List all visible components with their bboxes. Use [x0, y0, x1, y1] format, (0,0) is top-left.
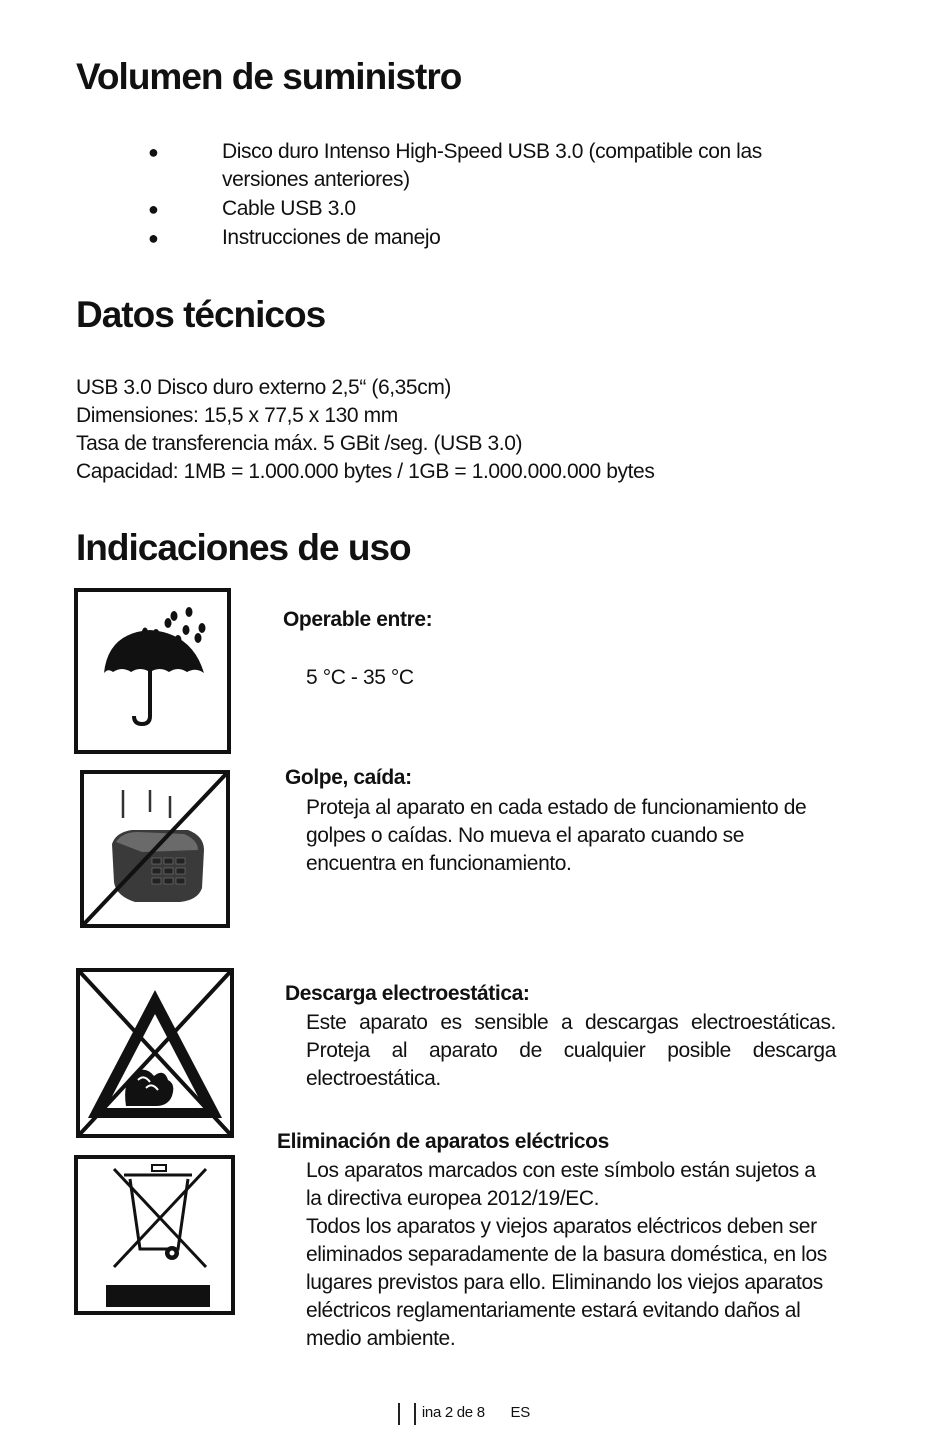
item-text: Este aparato es sensible a descargas electroestáticas. Proteja al aparato de cualquier posible descarga electroestática. [306, 1011, 836, 1090]
item-paragraph: Todos los aparatos y viejos aparatos eléctricos deben ser eliminados separadamente de la basura doméstica, en los lugares previstos para ello. Eliminando los viejos aparatos eléctricos reglamentariamente estará evitando daños al medio ambiente. [306, 1215, 827, 1350]
page-number: ina 2 de 8 [421, 1404, 485, 1421]
heading-volumen: Volumen de suministro [76, 56, 462, 97]
item-text: 5 °C - 35 °C [306, 666, 414, 689]
item-title: Eliminación de aparatos eléctricos [277, 1130, 609, 1153]
spec-line: Capacidad: 1MB = 1.000.000 bytes / 1GB = 1.000.000.000 bytes [76, 460, 655, 483]
bullet-text: Instrucciones de manejo [222, 226, 441, 249]
item-text [306, 1157, 836, 1353]
spec-line: Dimensiones: 15,5 x 77,5 x 130 mm [76, 404, 398, 427]
page-footer [398, 1403, 530, 1425]
umbrella-rain-icon [74, 588, 231, 754]
item-paragraph: Los aparatos marcados con este símbolo están sujetos a la directiva europea 2012/19/EC. [306, 1159, 816, 1210]
bullet-icon: ● [148, 142, 159, 162]
weee-bin-icon [74, 1155, 235, 1315]
bullet-text: Disco duro Intenso High-Speed USB 3.0 (compatible con las versiones anteriores) [222, 140, 762, 191]
item-title: Descarga electroestática: [285, 982, 530, 1005]
language-code: ES [510, 1404, 530, 1421]
spec-line: Tasa de transferencia máx. 5 GBit /seg. (USB 3.0) [76, 432, 523, 455]
tech-specs [76, 374, 896, 486]
item-text: Proteja al aparato en cada estado de funcionamiento de golpes o caídas. No mueva el aparato cuando se encuentra en funcionamiento. [306, 796, 807, 875]
page-marker-icon [398, 1403, 416, 1425]
bullet-icon: ● [148, 199, 159, 219]
spec-line: USB 3.0 Disco duro externo 2,5“ (6,35cm) [76, 376, 452, 399]
bullet-text: Cable USB 3.0 [222, 197, 356, 220]
item-title: Golpe, caída: [285, 766, 412, 789]
esd-warning-icon [76, 968, 234, 1138]
heading-datos-tecnicos: Datos técnicos [76, 294, 326, 335]
bullet-icon: ● [148, 228, 159, 248]
no-drop-icon [80, 770, 230, 928]
item-title: Operable entre: [283, 608, 433, 631]
heading-indicaciones: Indicaciones de uso [76, 527, 411, 568]
